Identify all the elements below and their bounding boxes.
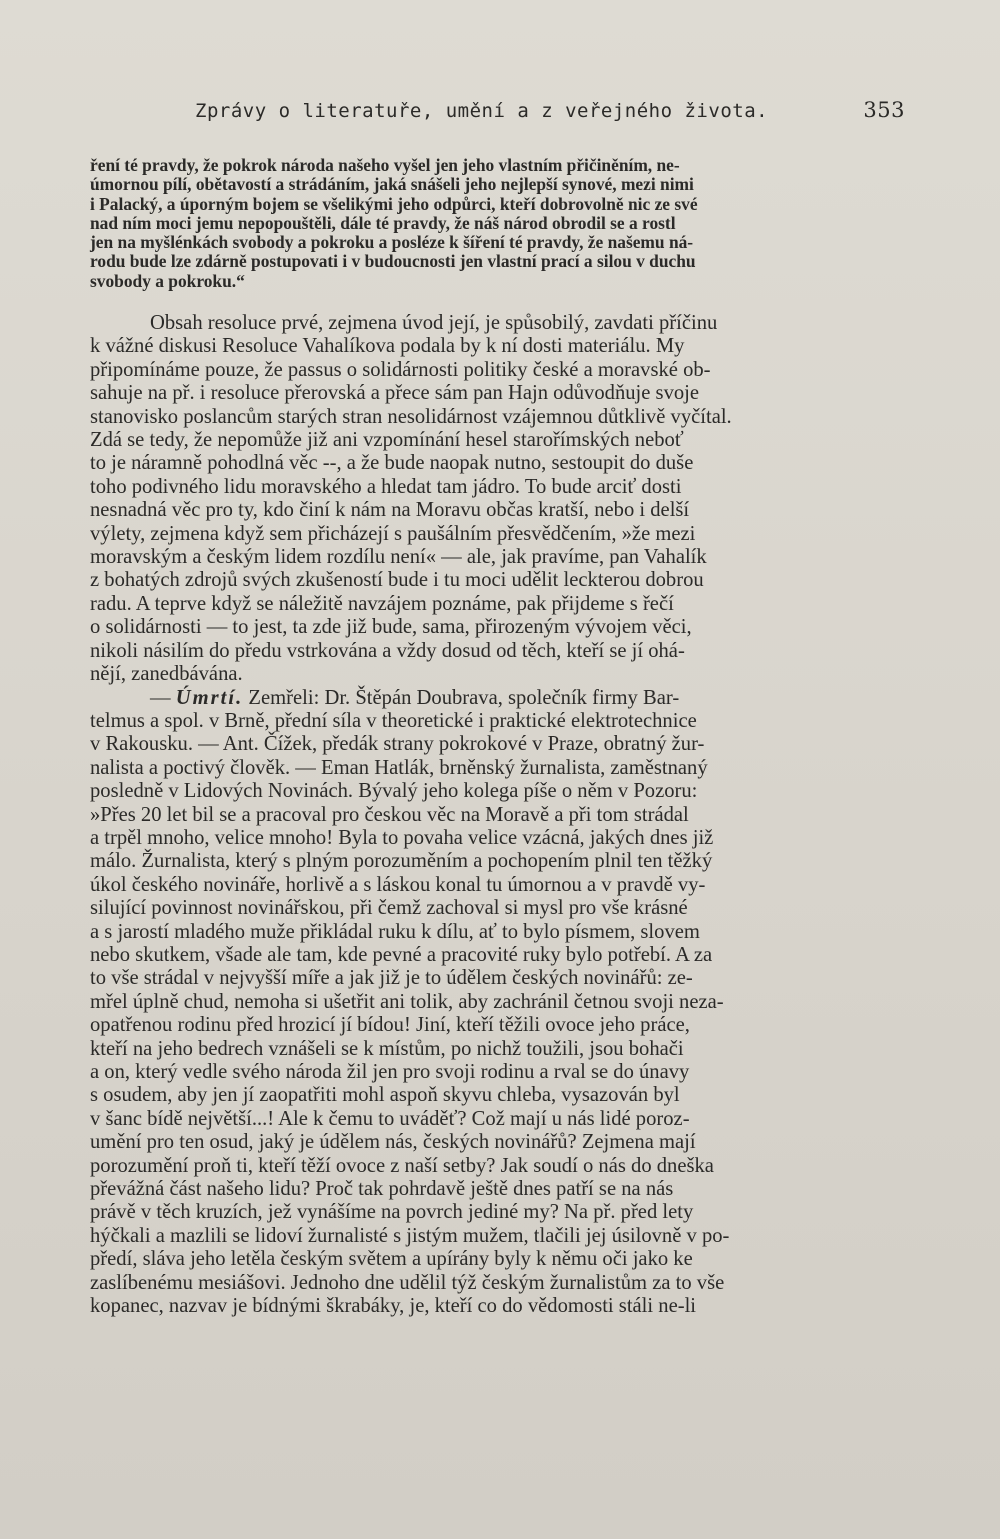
body-line: porozumění proň ti, kteří těží ovoce z naší setby? Jak soudí o nás do dneška [90,1154,714,1177]
quote-line: jen na myšlénkách svobody a pokroku a posléze k šíření té pravdy, že našemu ná- [90,232,694,253]
resolution-quote [90,156,908,291]
body-line: Zdá se tedy, že nepomůže již ani vzpomínání hesel starořímských neboť [90,429,684,452]
obituary-heading: Úmrtí. [175,686,244,709]
body-line: stanovisko poslancům starých stran nesolidárnost vzájemnou důtklivě vyčítal. [90,405,732,428]
body-line: kopanec, nazvav je bídnými škrabáky, je, kteří co do vědomosti stáli ne-li [90,1295,697,1318]
body-line: v šanc bídě největší...! Ale k čemu to uváděť? Což mají u nás lidé poroz- [90,1107,690,1130]
body-line: nějí, zanedbávána. [90,663,243,686]
body-line: mřel úplně chud, nemoha si ušetřit ani tolik, aby zachránil četnou svoji neza- [90,990,724,1013]
body-line: kteří na jeho bedrech vznášeli se k místům, po nichž toužili, jsou bohači [90,1037,684,1060]
page-number: 353 [863,98,905,122]
body-line: opatřenou rodinu před hrozicí jí bídou! Jiní, kteří těžili ovoce jeho práce, [90,1014,690,1037]
running-header [195,100,905,130]
body-line: a s jarostí mladého muže přikládal ruku k dílu, ať to bylo písmem, slovem [90,920,700,943]
obituary-dash: — [150,686,176,709]
quote-line: rodu bude lze zdárně postupovati i v budoucnosti jen vlastní prací a silou v duchu [90,251,696,272]
body-line: nebo skutkem, všade ale tam, kde pevné a pracovité ruky bylo potřebí. A za [90,943,713,966]
body-line: k vážné diskusi Resoluce Vahalíkova podala by k ní dosti materiálu. My [90,335,685,358]
quote-line: i Palacký, a úporným bojem se všelikými jeho odpůrci, kteří dobrovolně nic ze své [90,193,698,214]
article-body [90,312,898,1318]
body-line: nalista a poctivý člověk. — Eman Hatlák, brněnský žurnalista, zaměstnaný [90,756,708,779]
body-line: umění pro ten osud, jaký je údělem nás, českých novinářů? Zejmena mají [90,1131,696,1154]
body-line: Zemřeli: Dr. Štěpán Doubrava, společník firmy Bar- [243,686,680,709]
body-line: právě v těch kruzích, jež vynášíme na povrch jediné my? Na př. před lety [90,1201,694,1224]
body-line: telmus a spol. v Brně, přední síla v theoretické i praktické elektrotechnice [90,709,697,732]
body-line: výlety, zejmena když sem přicházejí s paušálním přesvědčením, »že mezi [90,522,696,545]
body-line: sahuje na př. i resoluce přerovská a přece sám pan Hajn odůvodňuje svoje [90,382,700,405]
body-line: s osudem, aby jen jí zaopatřiti mohl aspoň skyvu chleba, vysazován byl [90,1084,680,1107]
body-line: hýčkali a mazlili se lidoví žurnalisté s jistým mužem, tlačili jej úsilovně v po- [90,1224,730,1247]
body-line: moravským a českým lidem rozdílu není« — ale, jak pravíme, pan Vahalík [90,546,707,569]
quote-line: svobody a pokroku.“ [90,270,245,291]
body-line: to vše strádal v nejvyšší míře a jak již je to údělem českých novinářů: ze- [90,967,693,990]
body-line: a on, který vedle svého národa žil jen pro svoji rodinu a rval se do únavy [90,1061,690,1083]
body-line: o solidárnosti — to jest, ta zde již bude, sama, přirozeným vývojem věci, [90,616,692,639]
obituary-heading-line [90,687,898,710]
body-line: málo. Žurnalista, který s plným porozuměním a pochopením plnil ten těžký [90,850,713,873]
body-line: převážná část našeho lidu? Proč tak pohrdavě ještě dnes patří se na nás [90,1178,674,1201]
body-line: připomínáme pouze, že passus o solidárnosti politiky české a moravské ob- [90,358,711,381]
body-line: radu. A teprve když se náležitě navzájem poznáme, pak přijdeme s řečí [90,592,674,615]
quote-line: ření té pravdy, že pokrok národa našeho vyšel jen jeho vlastním přičiněním, ne- [90,155,680,175]
body-line: z bohatých zdrojů svých zkušeností bude i tu moci udělit leckterou dobrou [90,569,704,592]
body-line: v Rakousku. — Ant. Čížek, předák strany pokrokové v Praze, obratný žur- [90,733,705,756]
body-line: posledně v Lidových Novinách. Bývalý jeho kolega píše o něm v Pozoru: [90,780,698,803]
body-line: Obsah resoluce prvé, zejmena úvod její, je spůsobilý, zavdati příčinu [150,312,718,334]
body-line: nesnadná věc pro ty, kdo činí k nám na Moravu občas kratší, nebo i delší [90,499,690,522]
body-line: silující povinnost novinářskou, při čemž zachoval si mysl pro vše krásné [90,897,688,920]
running-header-title: Zprávy o literatuře, umění a z veřejného života. [195,100,769,122]
body-line: toho podivného lidu moravského a hledat tam jádro. To bude arciť dosti [90,475,682,498]
body-line: zaslíbenému mesiášovi. Jednoho dne udělil týž českým žurnalistům za to vše [90,1271,725,1294]
body-line: nikoli násilím do předu vstrkována a vždy dosud od těch, kteří se jí ohá- [90,639,685,662]
quote-line: nad ním moci jemu nepopouštěli, dále té pravdy, že náš národ obrodil se a rostl [90,212,676,233]
body-line: úkol českého novináře, horlivě a s láskou konal tu úmornou a v pravdě vy- [90,873,706,896]
body-line: »Přes 20 let bil se a pracoval pro českou věc na Moravě a při tom strádal [90,803,689,826]
body-line: předí, sláva jeho letěla českým světem a upírány byly k němu oči jako ke [90,1248,693,1271]
body-line: to je náramně pohodlná věc --, a že bude naopak nutno, sestoupit do duše [90,452,694,475]
quote-line: úmornou pílí, obětavostí a strádáním, jaká snášeli jeho nejlepší synové, mezi nimi [90,174,694,195]
body-line: a trpěl mnoho, velice mnoho! Byla to povaha velice vzácná, jakých dnes již [90,826,714,849]
